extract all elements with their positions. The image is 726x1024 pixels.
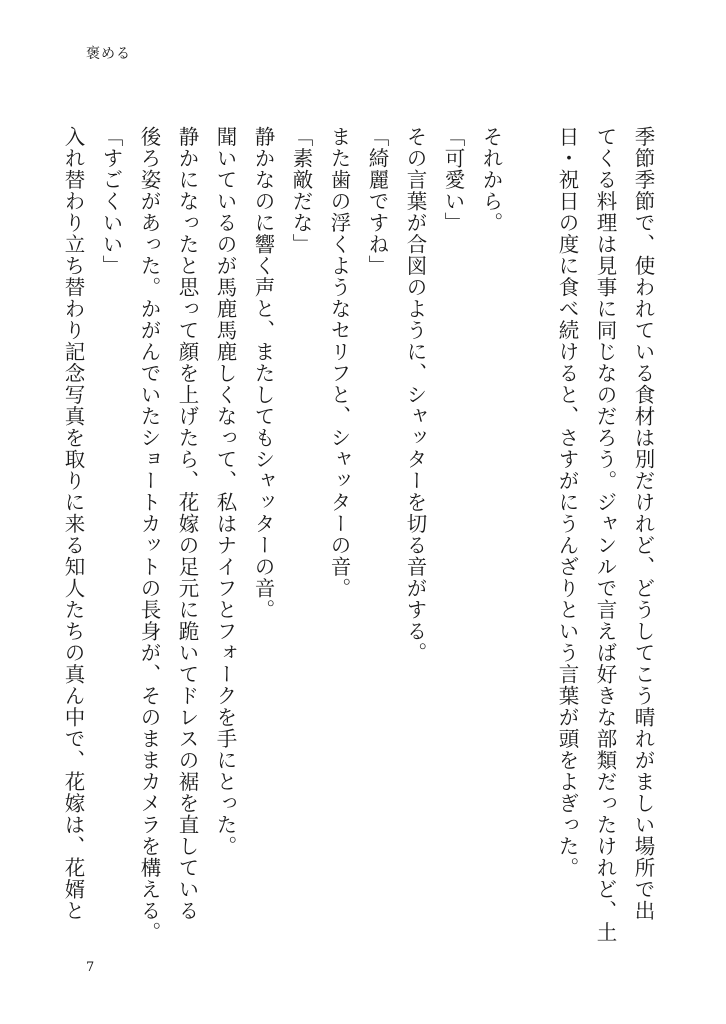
text-column: その言葉が合図のように、シャッターを切る音がする。	[403, 126, 427, 664]
text-column: 入れ替わり立ち替わり記念写真を取りに来る知人たちの真ん中で、花嫁は、花婿と	[61, 126, 85, 922]
text-column: 静かなのに響く声と、またしてもシャッターの音。	[251, 126, 275, 621]
text-column: 「可愛い」	[441, 126, 465, 234]
page-number: 7	[86, 960, 95, 975]
text-column: 日・祝日の度に食べ続けると、さすがにうんざりという言葉が頭をよぎった。	[555, 126, 579, 879]
body-text	[61, 126, 662, 943]
running-head: 褒める	[86, 46, 131, 62]
text-column: 後ろ姿があった。かがんでいたショートカットの長身が、そのままカメラを構える。	[137, 126, 161, 943]
text-column: 「素敵だな」	[289, 126, 313, 255]
text-column: 「すごくいい」	[99, 126, 123, 277]
text-column: また歯の浮くようなセリフと、シャッターの音。	[327, 126, 351, 599]
blank-column	[510, 126, 548, 926]
text-column: それから。	[479, 126, 503, 234]
text-column: 季節季節で、使われている食材は別だけれど、どうしてこう晴れがましい場所で出	[631, 126, 655, 922]
text-column: 「綺麗ですね」	[365, 126, 389, 277]
text-column: 静かになったと思って顔を上げたら、花嫁の足元に跪いてドレスの裾を直している	[175, 126, 199, 922]
text-column: てくる料理は見事に同じなのだろう。ジャンルで言えば好きな部類だったけれど、土	[593, 126, 617, 943]
text-column: 聞いているのが馬鹿馬鹿しくなって、私はナイフとフォークを手にとった。	[213, 126, 237, 857]
